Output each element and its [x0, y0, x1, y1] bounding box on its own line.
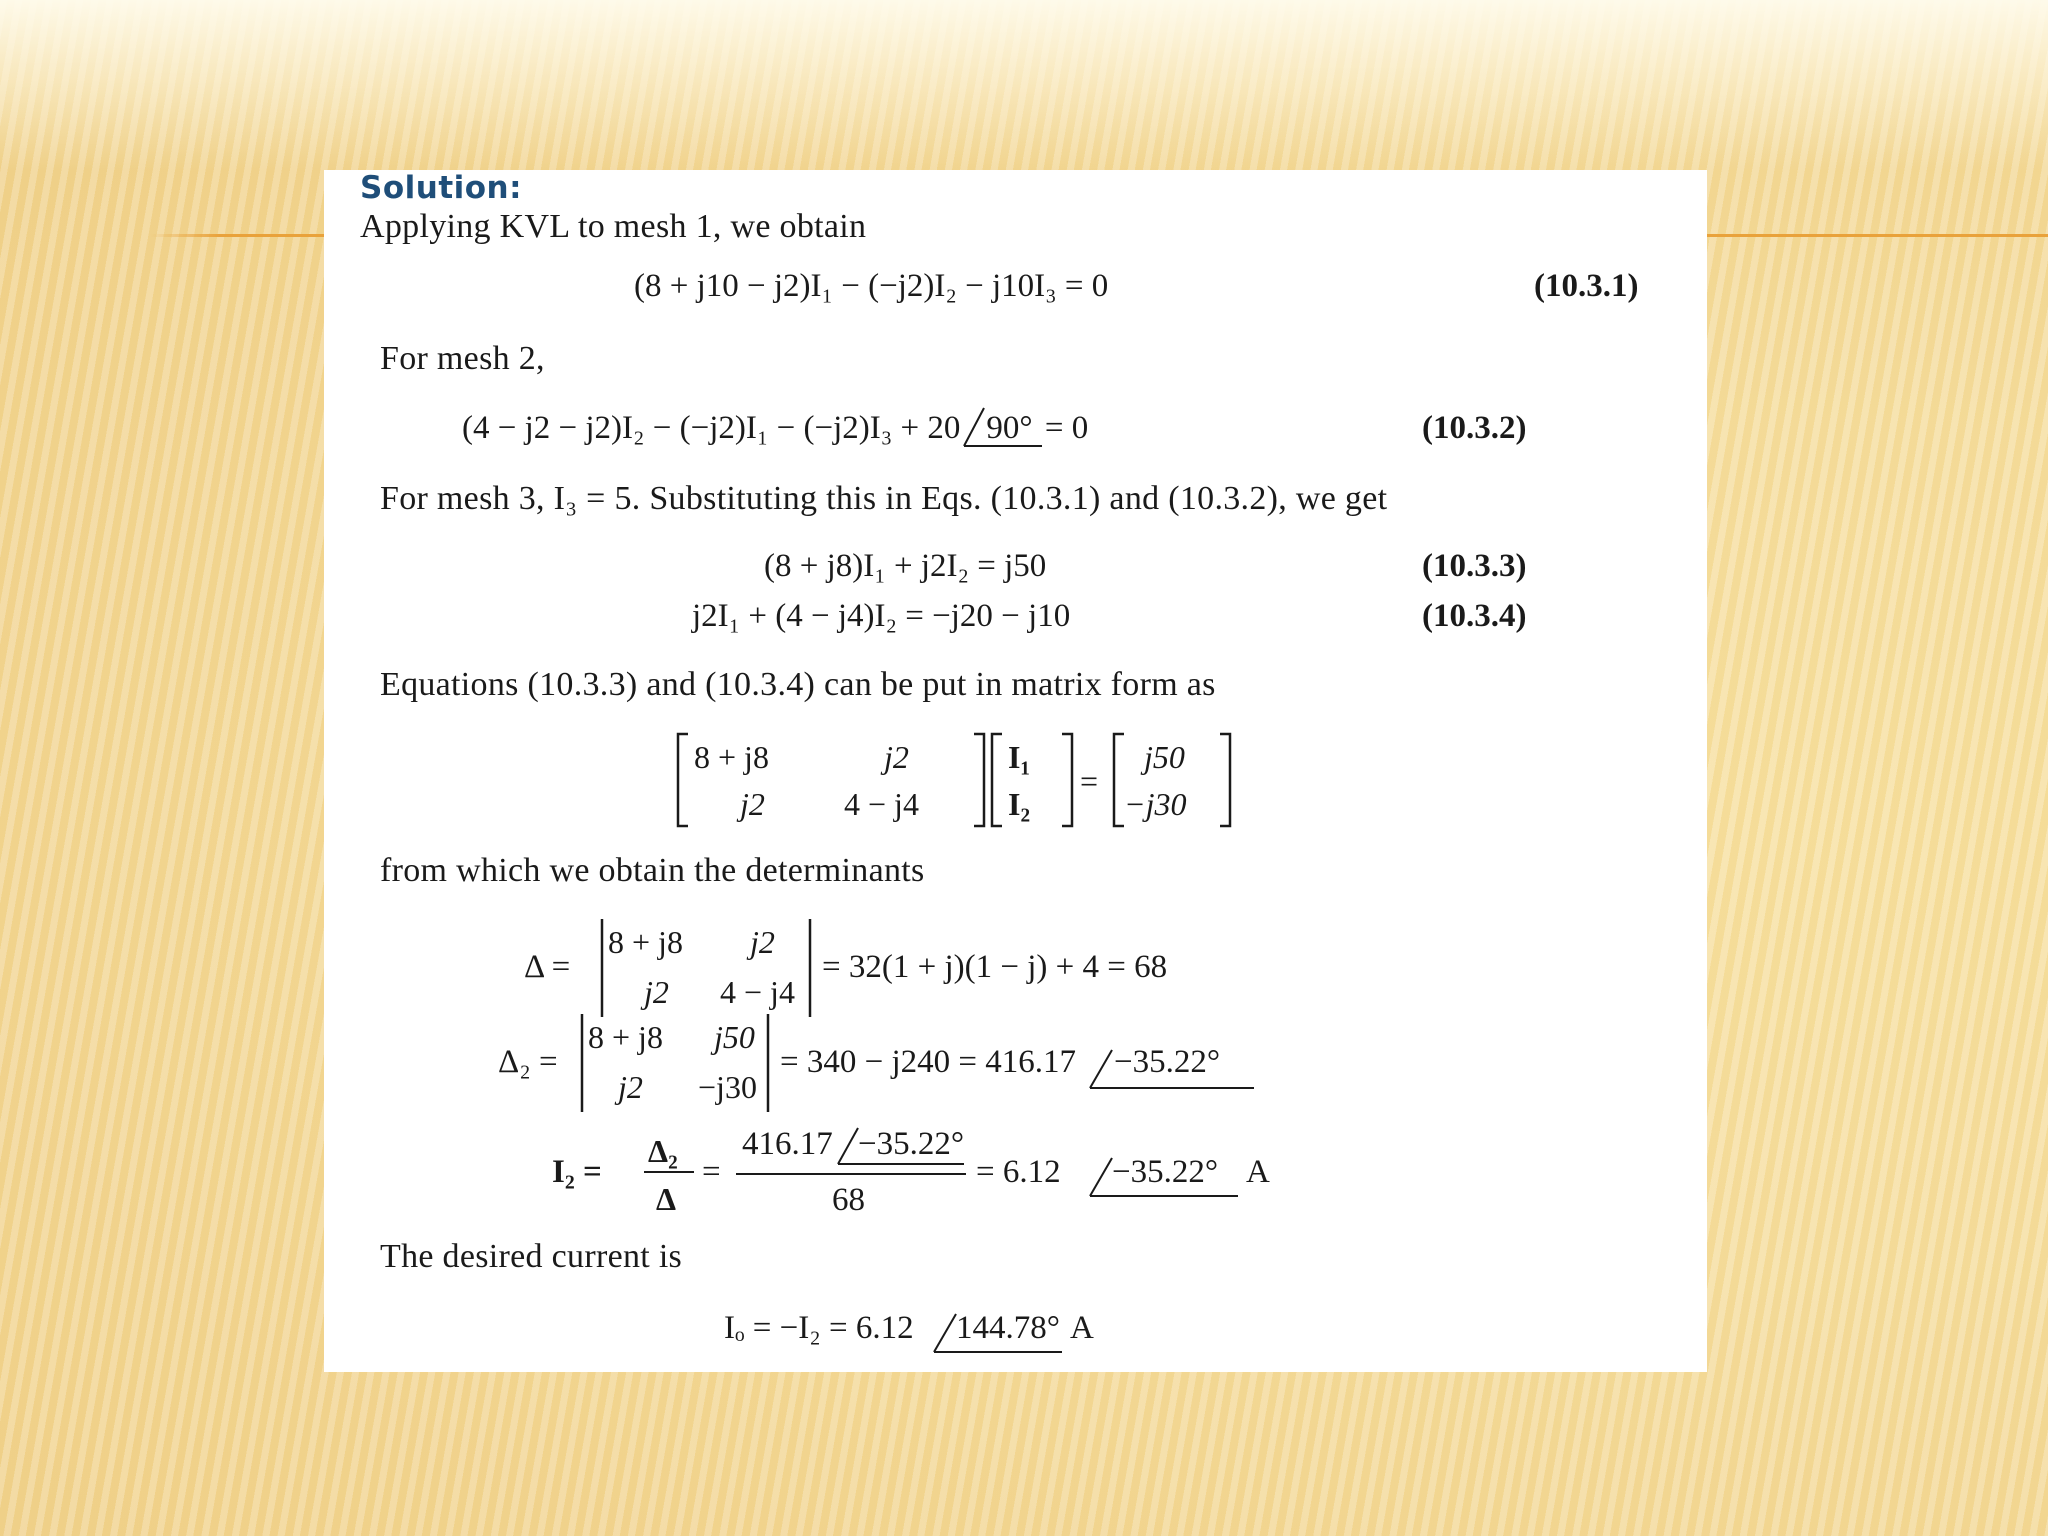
- matrix-a12: j2: [884, 739, 909, 775]
- vector-b2: −j30: [1124, 786, 1187, 822]
- equation-number-10-3-4: (10.3.4): [1422, 598, 1527, 634]
- io-equation: [724, 1298, 1324, 1368]
- equation-10-3-2-left: (4 − j2 − j2)I₂ − (−j2)I₁ − (−j2)I₃ + 20: [462, 410, 961, 446]
- i2-fraction-numerator: Δ₂: [648, 1133, 678, 1169]
- vector-x2: I₂: [1008, 786, 1031, 822]
- i2-result-angle: −35.22°: [1112, 1154, 1219, 1190]
- text-line-mesh2: For mesh 2,: [380, 340, 545, 377]
- i2-equation: [552, 1110, 1452, 1230]
- decorative-line-right: [1707, 234, 2048, 237]
- delta2-m22: −j30: [698, 1069, 757, 1105]
- io-angle: 144.78°: [956, 1310, 1060, 1346]
- equation-10-3-2-right: = 0: [1044, 410, 1089, 446]
- matrix-equals: =: [1080, 763, 1099, 799]
- text-line-desired-current: The desired current is: [380, 1238, 683, 1275]
- equation-10-3-3: (8 + j8)I₁ + j2I₂ = j50: [764, 548, 1047, 584]
- delta-m22: 4 − j4: [720, 974, 795, 1010]
- decorative-line-left: [150, 234, 325, 237]
- i2-result: = 6.12: [976, 1154, 1061, 1190]
- i2-numerator-angle: −35.22°: [858, 1126, 965, 1162]
- delta-determinant: [524, 915, 1324, 1025]
- text-line-kvl-mesh1: Applying KVL to mesh 1, we obtain: [360, 208, 867, 245]
- delta2-angle: −35.22°: [1114, 1044, 1221, 1080]
- equation-10-3-4: j2I₁ + (4 − j4)I₂ = −j20 − j10: [692, 598, 1071, 634]
- text-line-determinants: from which we obtain the determinants: [380, 852, 925, 889]
- delta-result: = 32(1 + j)(1 − j) + 4 = 68: [822, 949, 1168, 985]
- i2-numerator-magnitude: 416.17: [742, 1126, 833, 1162]
- delta2-m21: j2: [618, 1069, 643, 1105]
- matrix-a11: 8 + j8: [694, 739, 769, 775]
- delta-label: Δ =: [524, 949, 571, 985]
- text-line-mesh3: For mesh 3, I₃ = 5. Substituting this in Eqs. (10.3.1) and (10.3.2), we get: [380, 480, 1388, 517]
- equation-10-3-2-angle: 90°: [986, 410, 1033, 446]
- matrix-equation: [674, 730, 1294, 830]
- equation-number-10-3-1: (10.3.1): [1534, 268, 1639, 304]
- vector-b1: j50: [1144, 739, 1185, 775]
- i2-label: I₂ =: [552, 1154, 602, 1190]
- i2-fraction-denominator: Δ: [656, 1181, 677, 1217]
- delta2-m11: 8 + j8: [588, 1019, 663, 1055]
- angle-symbol: [962, 410, 1032, 447]
- matrix-a22: 4 − j4: [844, 786, 919, 822]
- vector-x1: I₁: [1008, 739, 1031, 775]
- io-unit: A: [1070, 1310, 1094, 1346]
- i2-equals: =: [702, 1154, 721, 1190]
- i2-unit: A: [1246, 1154, 1270, 1190]
- equation-number-10-3-2: (10.3.2): [1422, 410, 1527, 446]
- text-line-matrix-form: Equations (10.3.3) and (10.3.4) can be put in matrix form as: [380, 666, 1216, 703]
- delta2-m12: j50: [714, 1019, 755, 1055]
- equation-10-3-2: [462, 410, 1088, 447]
- equation-10-3-1: (8 + j10 − j2)I₁ − (−j2)I₂ − j10I₃ = 0: [634, 268, 1109, 304]
- delta-m12: j2: [750, 924, 775, 960]
- angle-icon: [962, 404, 1042, 448]
- solution-panel: [324, 170, 1707, 1372]
- i2-denominator: 68: [832, 1182, 865, 1218]
- delta2-label: Δ₂ =: [498, 1044, 558, 1080]
- delta2-result: = 340 − j240 = 416.17: [780, 1044, 1077, 1080]
- delta2-determinant: [498, 1010, 1398, 1120]
- delta-m11: 8 + j8: [608, 924, 683, 960]
- equation-number-10-3-3: (10.3.3): [1422, 548, 1527, 584]
- delta-m21: j2: [644, 974, 669, 1010]
- matrix-a21: j2: [740, 786, 765, 822]
- solution-heading: Solution:: [360, 170, 523, 206]
- io-label: Iₒ = −I₂ = 6.12: [724, 1310, 914, 1346]
